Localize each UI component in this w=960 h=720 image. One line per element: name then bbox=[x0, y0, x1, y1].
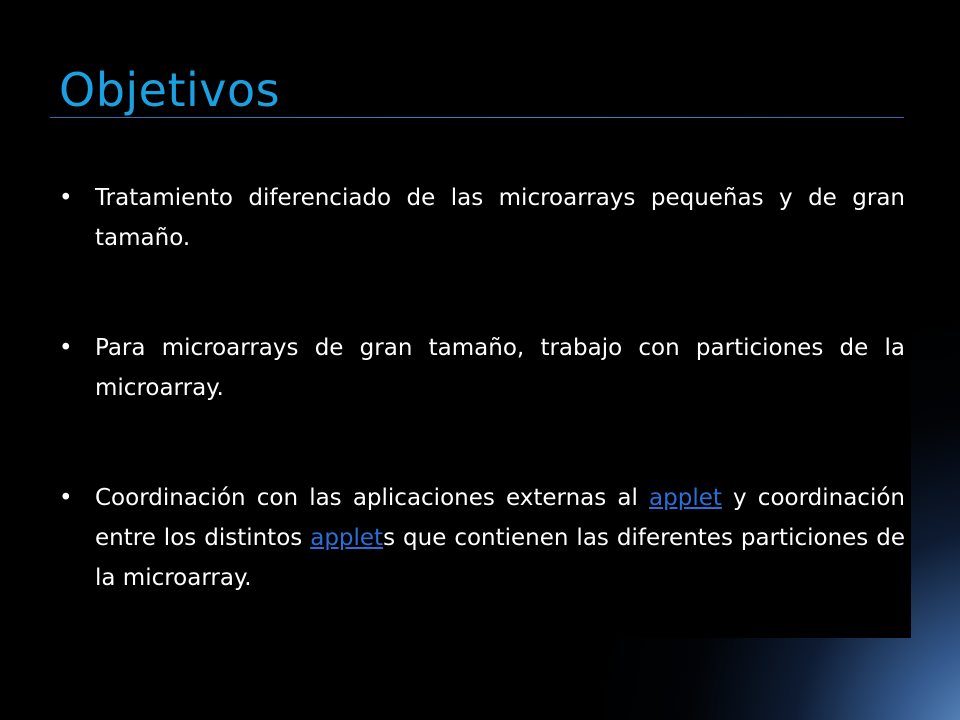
applets-link[interactable]: applet bbox=[310, 525, 384, 551]
bullet-text-part: s que contienen las diferentes particiones de la microarray. bbox=[95, 525, 905, 591]
bullet-item-1 bbox=[59, 178, 905, 258]
bullet-text-part: Coordinación con las aplicaciones externas al bbox=[95, 485, 650, 511]
bullet-text-part: y coordinación entre los distintos bbox=[95, 485, 905, 551]
bullet-dot-icon: • bbox=[59, 485, 73, 511]
applet-link[interactable]: applet bbox=[649, 485, 722, 511]
bullet-text: Para microarrays de gran tamaño, trabajo con particiones de la microarray. bbox=[95, 335, 905, 401]
bullet-text: Tratamiento diferenciado de las microarrays pequeñas y de gran tamaño. bbox=[95, 185, 905, 251]
bullet-dot-icon: • bbox=[59, 335, 73, 361]
bullet-item-3 bbox=[59, 478, 905, 598]
slide-title: Objetivos bbox=[59, 63, 281, 117]
bullet-list bbox=[59, 178, 905, 598]
title-underline bbox=[50, 117, 904, 118]
bullet-dot-icon: • bbox=[59, 185, 73, 211]
bullet-item-2 bbox=[59, 328, 905, 408]
